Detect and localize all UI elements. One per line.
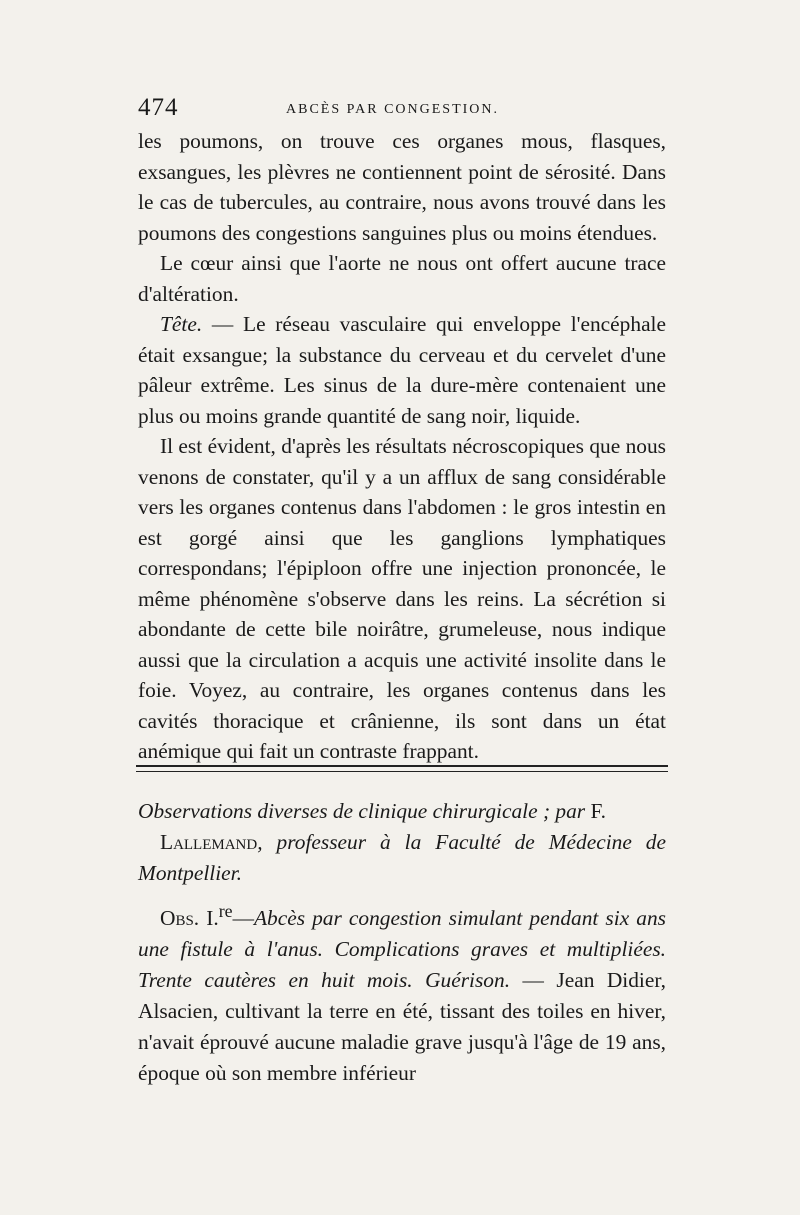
paragraph-head <box>138 309 666 431</box>
observation-text: — Jean Didier, Alsacien, cultivant la terre en été, tissant des toiles en hiver, n'avait éprouvé aucune maladie grave jusqu'à l'âge de 19 ans, époque où son membre inférieur <box>138 968 666 1086</box>
paragraph-heart: Le cœur ainsi que l'aorte ne nous ont offert aucune trace d'altération. <box>138 251 666 306</box>
observation-label-sup: re <box>218 901 233 921</box>
observation-title: Abcès par congestion simulant pendant six ans une fistule à l'anus. Complications graves et multipliées. Trente cautères en huit mois. Guérison. <box>138 906 666 993</box>
page-number: 474 <box>138 94 179 121</box>
author-name: Lallemand <box>160 830 258 854</box>
observation-dash: — <box>232 906 254 931</box>
section-divider <box>136 765 668 775</box>
author-initial: F. <box>590 799 607 823</box>
observation-label: Obs. I. <box>160 906 219 931</box>
section-title-italic: Observations diverses de clinique chirurgicale ; par <box>138 799 586 823</box>
body-text <box>138 126 666 767</box>
paragraph-head-text: — Le réseau vasculaire qui enveloppe l'encéphale était exsangue; la substance du cerveau et du cervelet d'une pâleur extrême. Les sinus de la dure-mère contenaient une plus ou moins grande quantité de sang noir, liquide. <box>138 312 666 428</box>
observation-1 <box>138 896 666 1089</box>
section-title <box>138 796 666 889</box>
running-head: ABCÈS PAR CONGESTION. <box>286 102 500 117</box>
page-header <box>138 94 666 124</box>
paragraph-head-lead: Tête. <box>160 312 203 336</box>
divider-thick-line <box>136 765 668 767</box>
divider-thin-line <box>136 771 668 772</box>
paragraph-lungs: les poumons, on trouve ces organes mous, flasques, exsangues, les plèvres ne contiennent point de sérosité. Dans le cas de tubercules, au contraire, nous avons trouvé dans les poumons des congestions sanguines plus ou moins étendues. <box>138 129 666 245</box>
paragraph-conclusion: Il est évident, d'après les résultats nécroscopiques que nous venons de constater, qu'il y a un afflux de sang considérable vers les organes contenus dans l'abdomen : le gros intestin en est gorgé ainsi que les ganglions lymphatiques correspondans; l'épiploon offre une injection prononcée, le même phénomène s'observe dans les reins. La sécrétion si abondante de cette bile noirâtre, grumeleuse, nous indique aussi que la circulation a acquis une activité insolite dans le foie. Voyez, au contraire, les organes contenus dans les cavités thoracique et crânienne, ils sont dans un état anémique qui fait un contraste frappant. <box>138 434 666 763</box>
author-affiliation: , professeur à la Faculté de Médecine de Montpellier. <box>138 830 666 885</box>
